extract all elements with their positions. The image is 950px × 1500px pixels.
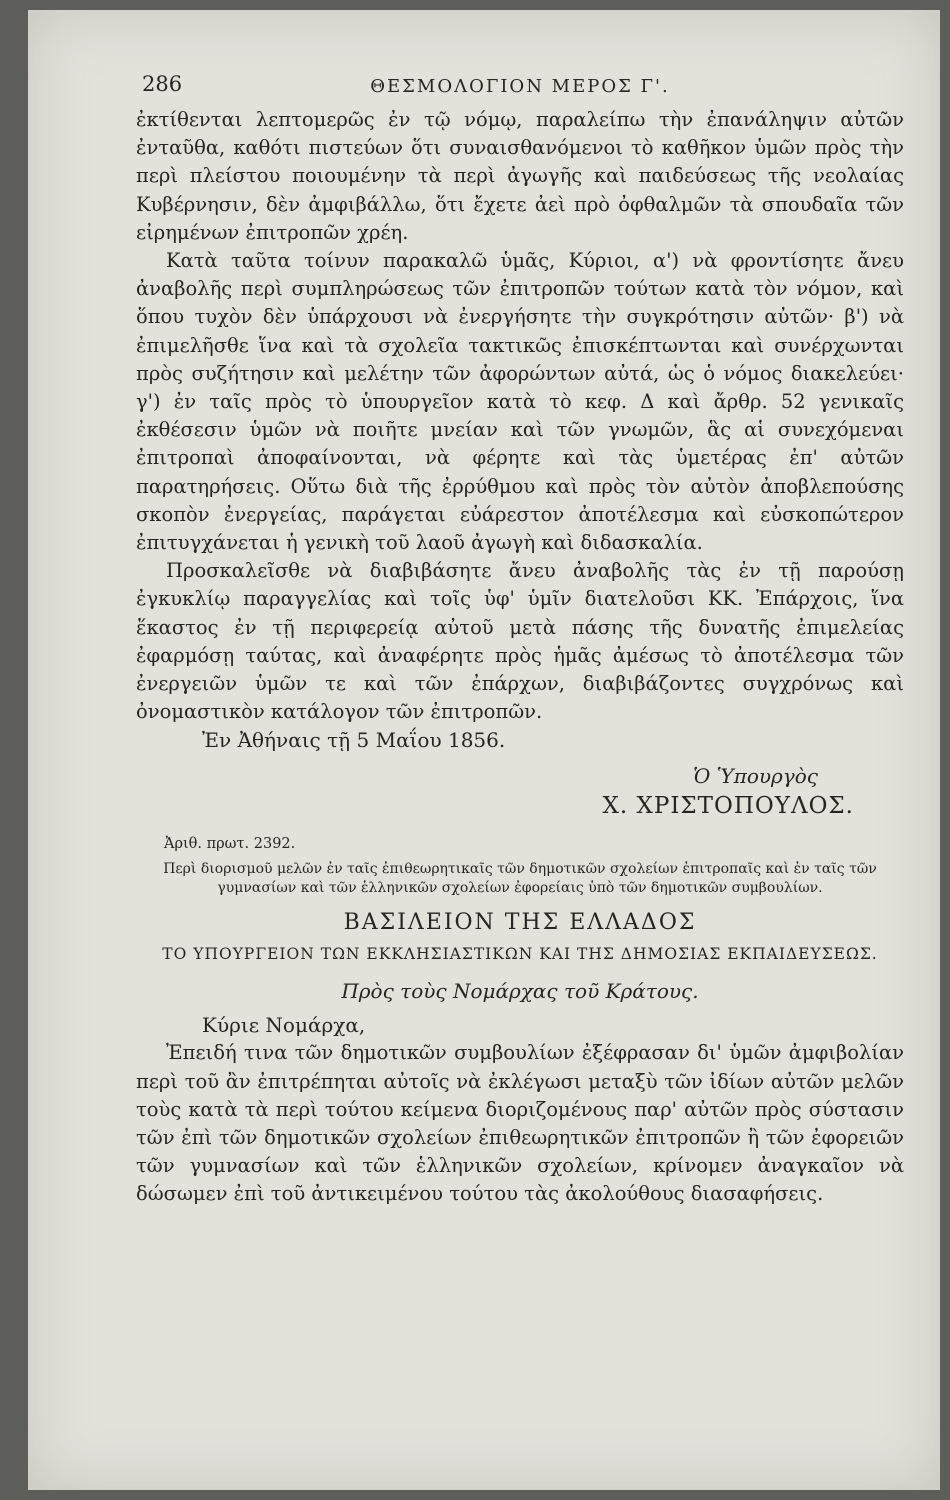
paragraph-clarification: Ἐπειδή τινα τῶν δημοτικῶν συμβουλίων ἐξέφρασαν δι' ὑμῶν ἀμφιβολίαν περὶ τοῦ ἂν ἐπιτρέπηται αὐτοῖς νὰ ἐκλέγωσι μεταξὺ τῶν ἰδίων αὐτῶν μελῶν τοὺς κατὰ τὰ περὶ τούτου κείμενα διοριζομένους παρ' αὐτῶν πρὸς σύστασιν τῶν ἐπὶ τῶν δημοτικῶν σχολείων ἐπιθεωρητικῶν ἐπιτροπῶν ἢ τῶν ἐφορειῶν τῶν γυμνασίων καὶ τῶν ἑλληνικῶν σχολείων, κρίνομεν ἀναγκαῖον νὰ δώσωμεν ἐπὶ τοῦ ἀντικειμένου τούτου τὰς ἀκολούθους διασαφήσεις. (136, 1041, 904, 1206)
signature-title: Ὁ Ὑπουργὸς (693, 764, 818, 789)
document-subject: Περὶ διορισμοῦ μελῶν ἐν ταῖς ἐπιθεωρητικαῖς τῶν δημοτικῶν σχολείων ἐπιτροπαῖς καὶ ἐν ταῖς τῶν γυμνασίων καὶ τῶν ἑλληνικῶν σχολείων ἐφορείαις ὑπὸ τῶν δημοτικῶν συμβουλίων. (163, 861, 877, 897)
page-content (136, 72, 904, 1209)
paragraph-directive: Προσκαλεῖσθε νὰ διαβιβάσητε ἄνευ ἀναβολῆς τὰς ἐν τῇ παρούσῃ ἐγκυκλίῳ παραγγελίας καὶ τοῖς ὑφ' ὑμῖν διατελοῦσι ΚΚ. Ἐπάρχοις, ἵνα ἕκαστος ἐν τῇ περιφερείᾳ αὐτοῦ μετὰ πάσης τῆς δυνατῆς ἐπιμελείας ἐφαρμόσῃ ταύτας, καὶ ἀναφέρητε πρὸς ἡμᾶς ἀμέσως τὸ ἀποτέλεσμα τῶν ἐνεργειῶν ὑμῶν τε καὶ τῶν ἐπάρχων, διαβιβάζοντες συγχρόνως καὶ ὀνομαστικὸν κατάλογον τῶν ἐπιτροπῶν. (136, 559, 904, 724)
signature-block (136, 762, 854, 822)
date-line: Ἐν Ἀθήναις τῇ 5 Μαΐου 1856. (202, 728, 506, 753)
signature-name: Χ. ΧΡΙΣΤΟΠΟΥΛΟΣ. (602, 793, 854, 820)
running-head: ΘΕΣΜΟΛΟΓΙΟΝ ΜΕΡΟΣ Γ'. (370, 76, 670, 97)
reference-number: Ἀριθ. πρωτ. 2392. (164, 836, 296, 853)
page-number: 286 (142, 72, 183, 96)
salutation: Κύριε Νομάρχα, (202, 1013, 366, 1038)
book-page (28, 10, 940, 1490)
page-header (136, 72, 904, 106)
kingdom-heading: ΒΑΣΙΛΕΙΟΝ ΤΗΣ ΕΛΛΑΔΟΣ (343, 910, 697, 936)
paragraph-continuation: ἐκτίθενται λεπτομερῶς ἐν τῷ νόμῳ, παραλείπω τὴν ἐπανάληψιν αὐτῶν ἐνταῦθα, καθότι πιστεύων ὅτι συναισθανόμενοι τὸ καθῆκον ὑμῶν πρὸς τὴν περὶ πλείστου ποιουμένην τὰ περὶ ἀγωγῆς καὶ παιδεύσεως τῆς νεολαίας Κυβέρνησιν, δὲν ἀμφιβάλλω, ὅτι ἔχετε ἀεὶ πρὸ ὀφθαλμῶν τὰ σπουδαῖα τῶν εἰρημένων ἐπιτροπῶν χρέη. (136, 108, 904, 244)
addressee-line: Πρὸς τοὺς Νομάρχας τοῦ Κράτους. (341, 979, 699, 1004)
ministry-heading: ΤΟ ΥΠΟΥΡΓΕΙΟΝ ΤΩΝ ΕΚΚΛΗΣΙΑΣΤΙΚΩΝ ΚΑΙ ΤΗΣ ΔΗΜΟΣΙΑΣ ΕΚΠΑΙΔΕΥΣΕΩΣ. (162, 945, 878, 964)
paragraph-instructions: Κατὰ ταῦτα τοίνυν παρακαλῶ ὑμᾶς, Κύριοι, α') νὰ φροντίσητε ἄνευ ἀναβολῆς περὶ συμπληρώσεως τῶν ἐπιτροπῶν τούτων κατὰ τὸν νόμον, καὶ ὅπου τυχὸν δὲν ὑπάρχουσι νὰ ἐνεργήσητε τὴν συγκρότησιν αὐτῶν· β') νὰ ἐπιμελῆσθε ἵνα καὶ τὰ σχολεῖα τακτικῶς ἐπισκέπτωνται καὶ συνέρχωνται πρὸς συζήτησιν καὶ μελέτην τῶν ἀφορώντων αὐτά, ὡς ὁ νόμος διακελεύει· γ') ἐν ταῖς πρὸς τὸ ὑπουργεῖον κατὰ τὸ κεφ. Δ καὶ ἄρθρ. 52 γενικαῖς ἐκθέσεσιν ὑμῶν νὰ ποιῆτε μνείαν καὶ τῶν γνωμῶν, ἃς αἱ συνεχόμεναι ἐπιτροπαὶ ἀποφαίνονται, νὰ φέρητε καὶ τὰς ὑμετέρας ἐπ' αὐτῶν παρατηρήσεις. Οὕτω διὰ τῆς ἐρρύθμου καὶ πρὸς τὸν αὐτὸν ἀποβλεπούσης σκοπὸν ἐνεργείας, παράγεται εὐάρεστον ἀποτέλεσμα καὶ εὐσκοπώτερον ἐπιτυγχάνεται ἡ γενικὴ τοῦ λαοῦ ἀγωγὴ καὶ διδασκαλία. (136, 249, 904, 555)
